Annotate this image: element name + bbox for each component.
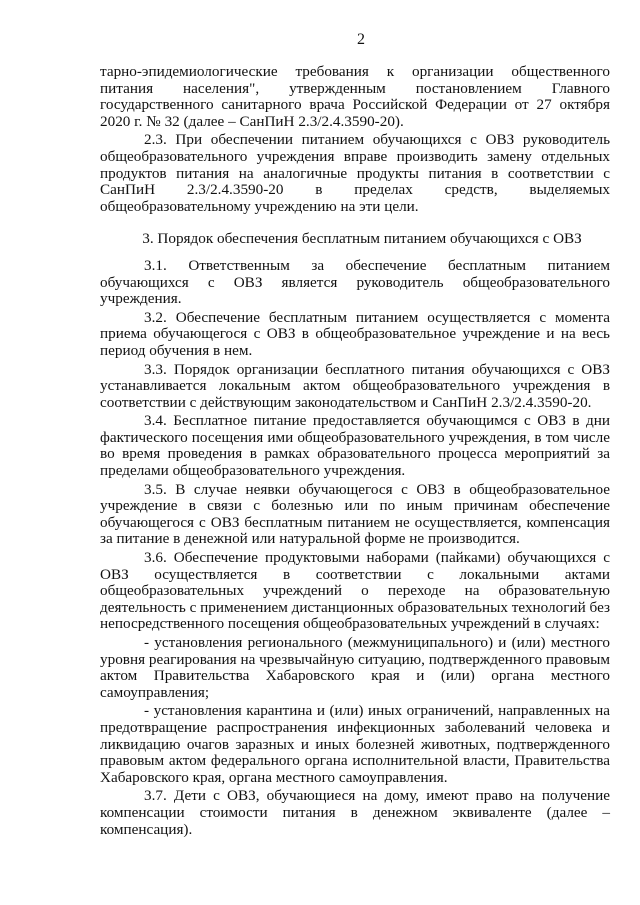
- page-number: 2: [357, 31, 365, 48]
- section-title: 3. Порядок обеспечения бесплатным питанием обучающихся с ОВЗ: [142, 230, 582, 248]
- paragraph-3-2: 3.2. Обеспечение бесплатным питанием осуществляется с момента приема обучающегося с ОВЗ в общеобразовательное учреждение и на весь период обучения в нем.: [100, 308, 610, 359]
- paragraph-3-3: 3.3. Порядок организации бесплатного питания обучающихся с ОВЗ устанавливается локальным актом общеобразовательного учреждения в соответствии с действующим законодательством и СанПиН 2.3/2.4.3590-20.: [100, 360, 610, 411]
- paragraph-3-1: 3.1. Ответственным за обеспечение бесплатным питанием обучающихся с ОВЗ является руководитель общеобразовательного учреждения.: [100, 256, 610, 308]
- paragraph-3-6: 3.6. Обеспечение продуктовыми наборами (пайками) обучающихся с ОВЗ осуществляется в соответствии с локальными актами общеобразовательных учреждений о переходе на образовательную деятельность с применением дистанционных образовательных технологий без непосредственного посещения общеобразовательных учреждений в случаях:: [100, 549, 610, 633]
- paragraph-3-5: 3.5. В случае неявки обучающегося с ОВЗ в общеобразовательное учреждение в связи с болезнью или по иным причинам обеспечение обучающегося с ОВЗ бесплатным питанием не осуществляется, компенсация за питание в денежной или натуральной форме не производится.: [100, 480, 610, 548]
- paragraph-continuation: тарно-эпидемиологические требования к организации общественного питания населения", утвержденным постановлением Главного государственного санитарного врача Российской Федерации от 27 октября 2020 г. № 32 (далее – СанПиН 2.3/2.4.3590-20).: [100, 63, 610, 130]
- paragraph-3-7: 3.7. Дети с ОВЗ, обучающиеся на дому, имеют право на получение компенсации стоимости питания в денежном эквиваленте (далее – компенсация).: [100, 787, 610, 838]
- paragraph-3-6-item-1: - установления регионального (межмуниципального) и (или) местного уровня реагирования на чрезвычайную ситуацию, подтвержденного правовым актом Правительства Хабаровского края и (или) органа местного самоуправления;: [100, 634, 610, 701]
- paragraph-3-6-item-2: - установления карантина и (или) иных ограничений, направленных на предотвращение распространения инфекционных заболеваний человека и ликвидацию очагов заразных и иных болезней животных, подтвержденного правовым актом федерального органа исполнительной власти, Правительства Хабаровского края, органа местного самоуправления.: [100, 702, 610, 786]
- paragraph-2-3: 2.3. При обеспечении питанием обучающихся с ОВЗ руководитель общеобразовательного учреждения вправе производить замену отдельных продуктов питания на аналогичные продукты питания в соответствии с СанПиН 2.3/2.4.3590-20 в пределах средств, выделяемых общеобразовательному учреждению на эти цели.: [100, 131, 610, 215]
- paragraph-3-4: 3.4. Бесплатное питание предоставляется обучающимся с ОВЗ в дни фактического посещения ими общеобразовательного учреждения, в том числе во время проведения в рамках образовательного процесса мероприятий за пределами общеобразовательного учреждения.: [100, 412, 610, 480]
- document-page: [100, 30, 610, 840]
